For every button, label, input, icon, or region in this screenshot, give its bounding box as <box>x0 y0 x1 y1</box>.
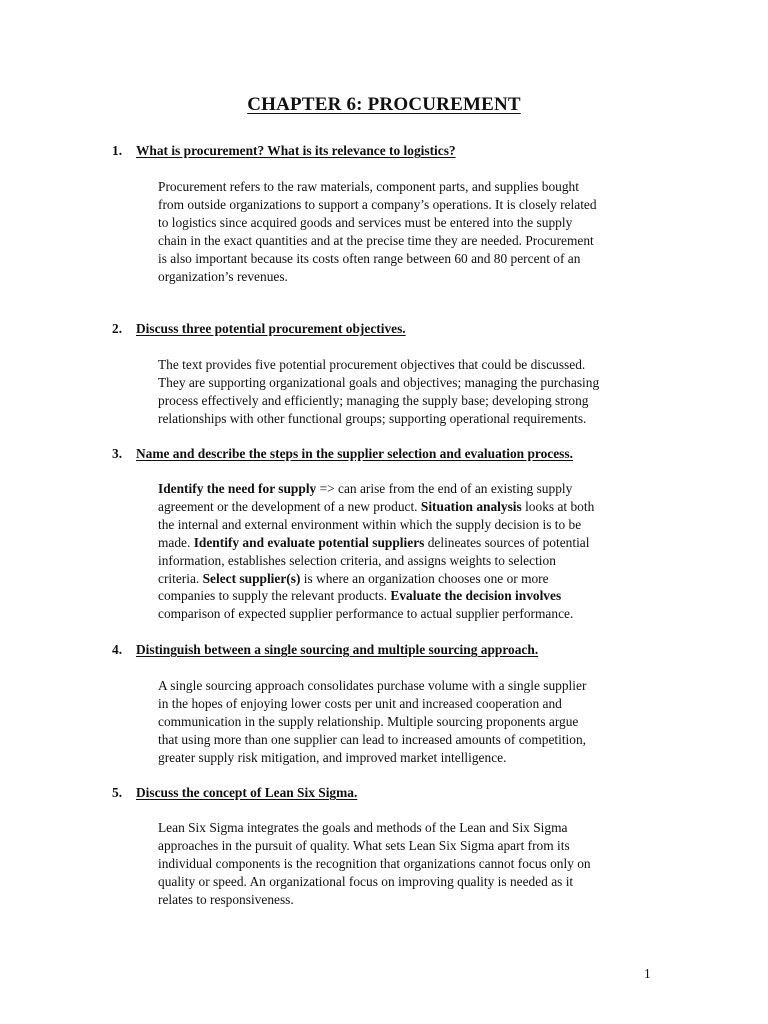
question-text: Distinguish between a single sourcing and multiple sourcing approach. <box>136 642 539 657</box>
answer-line <box>158 855 658 873</box>
answer-line <box>158 374 658 392</box>
answer-line <box>158 837 658 855</box>
question-number: 3. <box>112 446 123 461</box>
answer-line <box>158 410 658 428</box>
answer-text: to logistics since acquired goods and services must be entered into the supply <box>158 214 573 230</box>
answer-line <box>158 356 658 374</box>
answer-line <box>158 587 658 605</box>
answer-line <box>158 534 658 552</box>
answer-line <box>158 196 658 214</box>
answer-text: the internal and external environment within which the supply decision is to be <box>158 516 582 532</box>
answer-line <box>158 268 658 286</box>
answer-text: communication in the supply relationship. Multiple sourcing proponents argue <box>158 713 579 729</box>
answer-text: organization’s revenues. <box>158 268 288 284</box>
answer-line <box>158 873 658 891</box>
answer-text: in the hopes of enjoying lower costs per unit and increased cooperation and <box>158 695 562 711</box>
answer-line <box>158 731 658 749</box>
question-3 <box>112 445 573 463</box>
answer-text: individual components is the recognition that organizations cannot focus only on <box>158 855 591 871</box>
page-number: 1 <box>644 966 651 981</box>
answer-line <box>158 891 658 909</box>
question-4 <box>112 641 538 659</box>
answer-line <box>158 178 658 196</box>
answer-4 <box>158 677 658 767</box>
answer-text: quality or speed. An organizational focus on improving quality is needed as it <box>158 873 574 889</box>
answer-text: comparison of expected supplier performance to actual supplier performance. <box>158 606 574 622</box>
answer-line <box>158 749 658 767</box>
answer-5 <box>158 819 658 909</box>
question-1 <box>112 142 456 160</box>
answer-line <box>158 552 658 570</box>
answer-text: greater supply risk mitigation, and improved market intelligence. <box>158 749 507 765</box>
answer-text: that using more than one supplier can lead to increased amounts of competition, <box>158 731 587 747</box>
question-text: Discuss three potential procurement objectives. <box>136 321 406 336</box>
question-number: 1. <box>112 143 123 158</box>
answer-line <box>158 605 658 623</box>
answer-line <box>158 713 658 731</box>
answer-text: looks at both <box>521 498 595 514</box>
answer-text: delineates sources of potential <box>424 534 590 550</box>
answer-text: information, establishes selection criteria, and assigns weights to selection <box>158 552 556 568</box>
answer-text: agreement or the development of a new product. <box>158 498 421 514</box>
bold-term: Identify the need for supply <box>158 481 317 496</box>
question-5 <box>112 784 357 802</box>
answer-line <box>158 480 658 498</box>
answer-text: Procurement refers to the raw materials, component parts, and supplies bought <box>158 179 579 194</box>
answer-text: Lean Six Sigma integrates the goals and methods of the Lean and Six Sigma <box>158 820 568 835</box>
answer-text: They are supporting organizational goals and objectives; managing the purchasing <box>158 374 600 390</box>
answer-line <box>158 819 658 837</box>
answer-text: The text provides five potential procurement objectives that could be discussed. <box>158 357 586 372</box>
answer-line <box>158 392 658 410</box>
answer-line <box>158 677 658 695</box>
answer-text: relationships with other functional groups; supporting operational requirements. <box>158 410 587 426</box>
answer-2 <box>158 356 658 428</box>
answer-text: process effectively and efficiently; managing the supply base; developing strong <box>158 392 589 408</box>
answer-text: approaches in the pursuit of quality. What sets Lean Six Sigma apart from its <box>158 837 570 853</box>
answer-text: made. <box>158 534 194 550</box>
bold-term: Situation analysis <box>420 498 522 514</box>
answer-line <box>158 250 658 268</box>
answer-line <box>158 516 658 534</box>
answer-text: from outside organizations to support a company’s operations. It is closely related <box>158 196 597 212</box>
answer-text: => can arise from the end of an existing supply <box>316 481 573 496</box>
bold-term: Select supplier(s) <box>202 570 301 586</box>
question-number: 4. <box>112 642 123 657</box>
answer-3 <box>158 480 658 623</box>
question-number: 5. <box>112 785 123 800</box>
bold-term: Identify and evaluate potential suppliers <box>193 534 425 550</box>
question-text: What is procurement? What is its relevance to logistics? <box>136 143 456 158</box>
chapter-title: CHAPTER 6: PROCUREMENT <box>247 94 521 115</box>
bold-term: Evaluate the decision involves <box>390 588 562 604</box>
answer-text: is also important because its costs often range between 60 and 80 percent of an <box>158 250 581 266</box>
answer-line <box>158 570 658 588</box>
answer-line <box>158 695 658 713</box>
answer-text: chain in the exact quantities and at the precise time they are needed. Procurement <box>158 232 594 248</box>
answer-1 <box>158 178 658 285</box>
answer-line <box>158 232 658 250</box>
answer-line <box>158 214 658 232</box>
question-2 <box>112 320 406 338</box>
answer-text: is where an organization chooses one or more <box>300 570 549 586</box>
question-text: Discuss the concept of Lean Six Sigma. <box>136 785 358 800</box>
answer-text: relates to responsiveness. <box>158 891 294 907</box>
answer-text: criteria. <box>158 570 203 586</box>
answer-text: companies to supply the relevant products. <box>158 588 391 604</box>
question-text: Name and describe the steps in the supplier selection and evaluation process. <box>136 446 573 461</box>
answer-text: A single sourcing approach consolidates purchase volume with a single supplier <box>158 678 587 693</box>
answer-line <box>158 498 658 516</box>
question-number: 2. <box>112 321 123 336</box>
